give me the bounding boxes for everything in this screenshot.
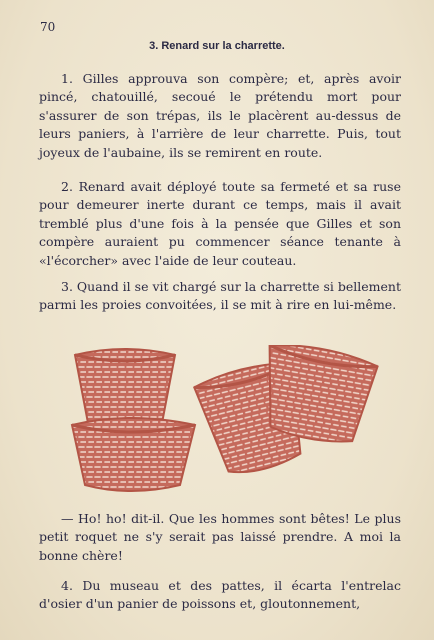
basket-2 bbox=[72, 418, 195, 491]
paragraph-4: — Ho! ho! dit-il. Que les hommes sont bêtes! Le plus petit roquet ne s'y serait pas laissé prendre. A moi la bonne chère! bbox=[39, 511, 401, 563]
paragraph-5: 4. Du museau et des pattes, il écarta l'entrelac d'osier d'un panier de poissons et, gloutonnement, bbox=[39, 578, 401, 612]
basket-1 bbox=[75, 349, 175, 427]
paragraph-3: 3. Quand il se vit chargé sur la charrette si bellement parmi les proies convoitées, il se mit à rire en lui-même. bbox=[39, 279, 401, 313]
section-title: 3. Renard sur la charrette. bbox=[149, 40, 285, 52]
page-number: 70 bbox=[40, 20, 56, 34]
wicker-baskets-illustration bbox=[70, 345, 380, 495]
paragraph-1: 1. Gilles approuva son compère; et, après avoir pincé, chatouillé, secoué le prétendu mort pour s'assurer de son trépas, ils le placèrent au-dessus de leurs paniers, à l'arrière de leur charrette. Puis, tout joyeux de l'aubaine, ils se remirent en route. bbox=[39, 71, 401, 160]
paragraph-2: 2. Renard avait déployé toute sa fermeté et sa ruse pour demeurer inerte durant ce temps, mais il avait tremblé plus d'une fois à la pensée que Gilles et son compère auraient pu commencer séance tenante à «l'écorcher» avec l'aide de leur couteau. bbox=[39, 179, 401, 268]
